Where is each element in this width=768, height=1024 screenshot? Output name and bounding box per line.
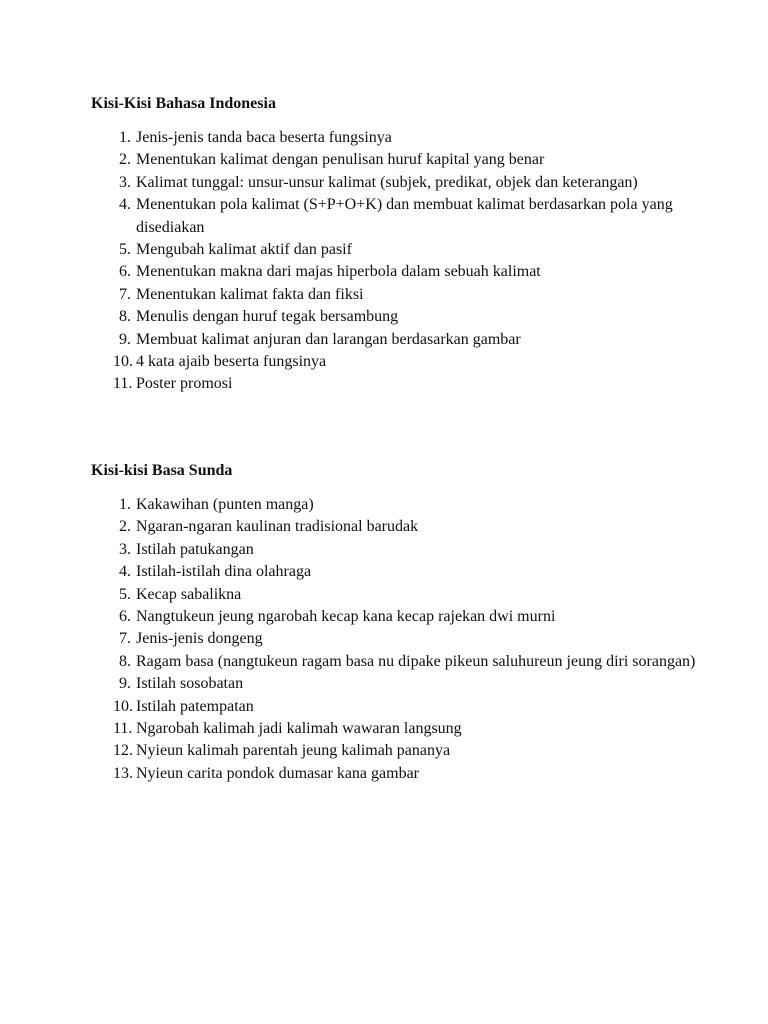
list-number: 4. [119, 196, 131, 214]
list-item [91, 351, 711, 373]
list-number: 3. [119, 173, 131, 191]
list-item [91, 494, 711, 516]
list-number: 5. [119, 241, 131, 259]
list-item [91, 673, 711, 695]
list-item-text: Kecap sabalikna [136, 585, 242, 603]
list-item-text: Menentukan kalimat dengan penulisan huruf kapital yang benar [136, 151, 545, 169]
list-item [91, 696, 711, 718]
section-title: Kisi-kisi Basa Sunda [91, 462, 233, 479]
list-number: 6. [119, 263, 131, 281]
list-number: 6. [119, 608, 131, 626]
list-item-text: Istilah sosobatan [136, 675, 244, 693]
list-number: 7. [119, 285, 131, 303]
list-item [91, 329, 711, 351]
list-item [91, 763, 711, 785]
list-item-text: Kakawihan (punten manga) [136, 496, 314, 513]
list-item-text: Menentukan makna dari majas hiperbola dalam sebuah kalimat [136, 263, 541, 281]
list-item-text: Istilah patempatan [136, 697, 254, 715]
list-item [91, 651, 711, 673]
list-item [91, 127, 711, 149]
list-item-text: Jenis-jenis tanda baca beserta fungsinya [136, 129, 392, 146]
list-number: 13. [113, 764, 133, 782]
list-number: 2. [119, 518, 131, 536]
list-number: 12. [113, 742, 133, 760]
list-item-text: Ngarobah kalimah jadi kalimah wawaran langsung [136, 720, 462, 738]
list-item-text: Kalimat tunggal: unsur-unsur kalimat (subjek, predikat, objek dan keterangan) [136, 173, 638, 191]
list-number: 11. [113, 375, 133, 393]
list-item [91, 516, 711, 538]
list-item [91, 149, 711, 171]
list-number: 9. [119, 675, 131, 693]
list-item-text: Nyieun carita pondok dumasar kana gambar [136, 764, 420, 782]
list-number: 7. [119, 630, 131, 648]
list-item-text: Mengubah kalimat aktif dan pasif [136, 241, 352, 259]
list-item [91, 172, 711, 194]
list-item-text: 4 kata ajaib beserta fungsinya [136, 353, 327, 371]
list-number: 10. [113, 697, 133, 715]
list-item [91, 628, 711, 650]
list-item [91, 718, 711, 740]
list-item-text: Ngaran-ngaran kaulinan tradisional barudak [136, 518, 419, 536]
section-title: Kisi-Kisi Bahasa Indonesia [91, 95, 276, 112]
list-item [91, 261, 711, 283]
list-item-text: Jenis-jenis dongeng [136, 630, 263, 648]
list-number: 11. [113, 720, 133, 738]
section-bahasa-indonesia [91, 93, 711, 396]
list-number: 10. [113, 353, 133, 371]
list-number: 8. [119, 652, 131, 670]
list-number: 1. [119, 129, 131, 146]
section-basa-sunda [91, 460, 711, 785]
list-item-text: Menentukan pola kalimat (S+P+O+K) dan membuat kalimat berdasarkan pola yang disediakan [136, 196, 673, 236]
list-item-text: Menentukan kalimat fakta dan fiksi [136, 285, 364, 303]
list-number: 5. [119, 585, 131, 603]
list-number: 3. [119, 540, 131, 558]
list-item-text: Nyieun kalimah parentah jeung kalimah pananya [136, 742, 451, 760]
list-number: 9. [119, 330, 131, 348]
list-item [91, 373, 711, 395]
list-item [91, 561, 711, 583]
numbered-list [91, 127, 711, 396]
list-item [91, 584, 711, 606]
list-item-text: Poster promosi [136, 375, 233, 393]
list-item [91, 306, 711, 328]
list-item [91, 740, 711, 762]
list-number: 2. [119, 151, 131, 169]
list-item [91, 606, 711, 628]
list-number: 4. [119, 563, 131, 581]
list-item [91, 539, 711, 561]
list-number: 8. [119, 308, 131, 326]
list-item-text: Membuat kalimat anjuran dan larangan berdasarkan gambar [136, 330, 521, 348]
list-item-text: Menulis dengan huruf tegak bersambung [136, 308, 399, 326]
list-number: 1. [119, 496, 131, 513]
list-item [91, 239, 711, 261]
list-item [91, 194, 711, 239]
list-item-text: Istilah-istilah dina olahraga [136, 563, 312, 581]
list-item-text: Ragam basa (nangtukeun ragam basa nu dipake pikeun saluhureun jeung diri sorangan) [136, 652, 696, 670]
list-item-text: Istilah patukangan [136, 540, 254, 558]
list-item-text: Nangtukeun jeung ngarobah kecap kana kecap rajekan dwi murni [136, 608, 556, 626]
list-item [91, 284, 711, 306]
numbered-list [91, 494, 711, 785]
